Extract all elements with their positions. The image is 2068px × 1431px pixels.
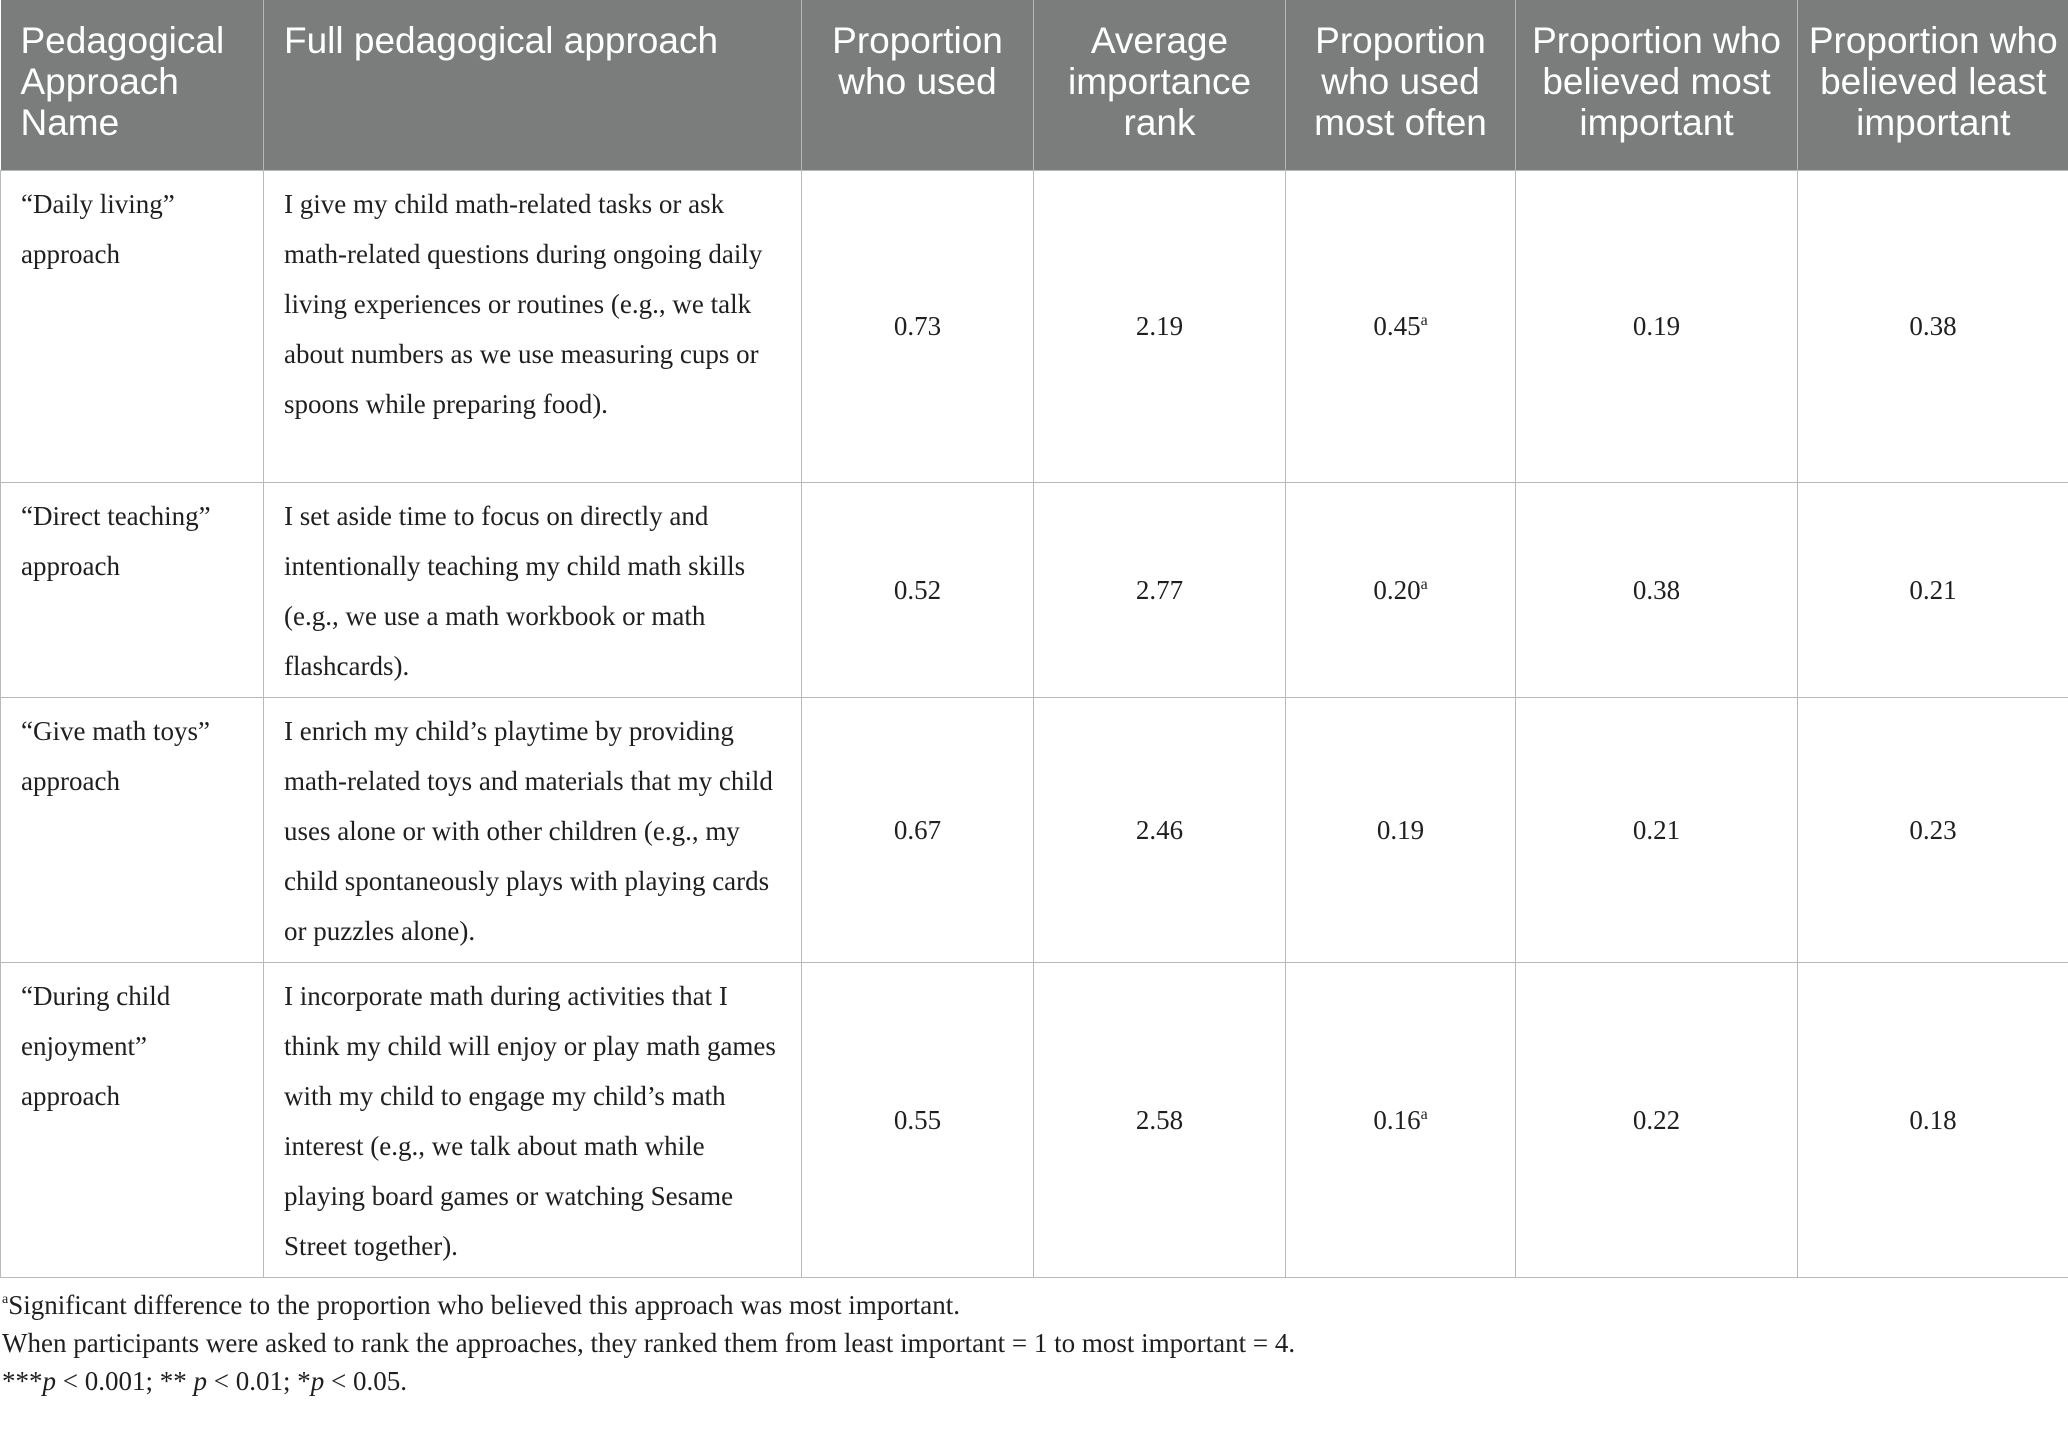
approach-description-cell: I enrich my child’s playtime by providing math-related toys and materials that my child uses alone or with other children (e.g., my child spontaneously plays with playing cards or puzzles alone). bbox=[264, 697, 802, 962]
p-letter: p bbox=[193, 1365, 207, 1396]
table-row bbox=[1, 170, 2068, 482]
believed-most-important-cell: 0.38 bbox=[1516, 482, 1798, 697]
header-believed-most-important: Proportion who believed most important bbox=[1516, 0, 1798, 170]
p-threshold-3: < 0.05. bbox=[324, 1365, 407, 1396]
table-body bbox=[1, 170, 2068, 1277]
average-rank-cell: 2.19 bbox=[1034, 170, 1286, 482]
approach-description-cell: I incorporate math during activities that I think my child will enjoy or play math games with my child to engage my child’s math interest (e.g., we talk about math while playing board games or watching Sesame Street together). bbox=[264, 962, 802, 1277]
used-most-often-value: 0.16 bbox=[1373, 1104, 1421, 1135]
p-threshold-2: < 0.01; * bbox=[206, 1365, 311, 1396]
believed-most-important-cell: 0.22 bbox=[1516, 962, 1798, 1277]
approach-name-cell: “Give math toys” approach bbox=[1, 697, 264, 962]
believed-most-important-cell: 0.19 bbox=[1516, 170, 1798, 482]
footnote-p-values bbox=[2, 1362, 2068, 1400]
p-letter: p bbox=[310, 1365, 325, 1396]
header-proportion-used: Proportion who used bbox=[802, 0, 1034, 170]
header-average-rank: Average importance rank bbox=[1034, 0, 1286, 170]
believed-least-important-cell: 0.21 bbox=[1798, 482, 2068, 697]
average-rank-cell: 2.77 bbox=[1034, 482, 1286, 697]
believed-least-important-cell: 0.23 bbox=[1798, 697, 2068, 962]
believed-least-important-cell: 0.38 bbox=[1798, 170, 2068, 482]
significance-mark: a bbox=[1420, 312, 1428, 329]
used-most-often-value: 0.19 bbox=[1376, 814, 1425, 845]
p-stars: *** bbox=[2, 1365, 43, 1396]
footnote-ranking: When participants were asked to rank the approaches, they ranked them from least important = 1 to most important = 4. bbox=[2, 1327, 1296, 1358]
used-most-often-cell bbox=[1286, 962, 1516, 1277]
approach-name-cell: “During child enjoyment” approach bbox=[1, 962, 264, 1277]
footnote-significance bbox=[2, 1286, 2068, 1324]
significance-mark: a bbox=[1420, 575, 1428, 593]
used-most-often-cell bbox=[1286, 482, 1516, 697]
used-most-often-cell bbox=[1286, 697, 1516, 962]
table-row bbox=[1, 697, 2068, 962]
average-rank-cell: 2.58 bbox=[1034, 962, 1286, 1277]
table-row bbox=[1, 482, 2068, 697]
p-threshold-1: < 0.001; ** bbox=[56, 1365, 194, 1396]
approach-description-cell: I set aside time to focus on directly and intentionally teaching my child math skills (e.g., we use a math workbook or math flashcards). bbox=[264, 482, 802, 697]
approach-name-cell: “Direct teaching” approach bbox=[1, 482, 264, 697]
header-full-approach: Full pedagogical approach bbox=[264, 0, 802, 170]
p-letter: p bbox=[42, 1365, 56, 1396]
believed-least-important-cell: 0.18 bbox=[1798, 962, 2068, 1277]
believed-most-important-cell: 0.21 bbox=[1516, 697, 1798, 962]
table-row bbox=[1, 962, 2068, 1277]
approach-description-cell: I give my child math-related tasks or ask math-related questions during ongoing daily living experiences or routines (e.g., we talk about numbers as we use measuring cups or spoons while preparing food). bbox=[264, 170, 802, 482]
footnote-significance-text: Significant difference to the proportion who believed this approach was most important. bbox=[8, 1289, 960, 1320]
proportion-used-cell: 0.73 bbox=[802, 170, 1034, 482]
header-approach-name: Pedagogical Approach Name bbox=[1, 0, 264, 170]
used-most-often-value: 0.20 bbox=[1373, 574, 1421, 605]
approach-name-cell: “Daily living” approach bbox=[1, 170, 264, 482]
average-rank-cell: 2.46 bbox=[1034, 697, 1286, 962]
proportion-used-cell: 0.52 bbox=[802, 482, 1034, 697]
table-header bbox=[1, 0, 2068, 170]
proportion-used-cell: 0.55 bbox=[802, 962, 1034, 1277]
proportion-used-cell: 0.67 bbox=[802, 697, 1034, 962]
header-used-most-often: Proportion who used most often bbox=[1286, 0, 1516, 170]
table-footnotes bbox=[0, 1278, 2068, 1400]
header-row bbox=[1, 0, 2068, 170]
header-believed-least-important: Proportion who believed least important bbox=[1798, 0, 2068, 170]
used-most-often-value: 0.45 bbox=[1373, 311, 1421, 341]
footnote-mark: a bbox=[2, 1291, 9, 1307]
significance-mark: a bbox=[1420, 1105, 1428, 1123]
used-most-often-cell bbox=[1286, 170, 1516, 482]
